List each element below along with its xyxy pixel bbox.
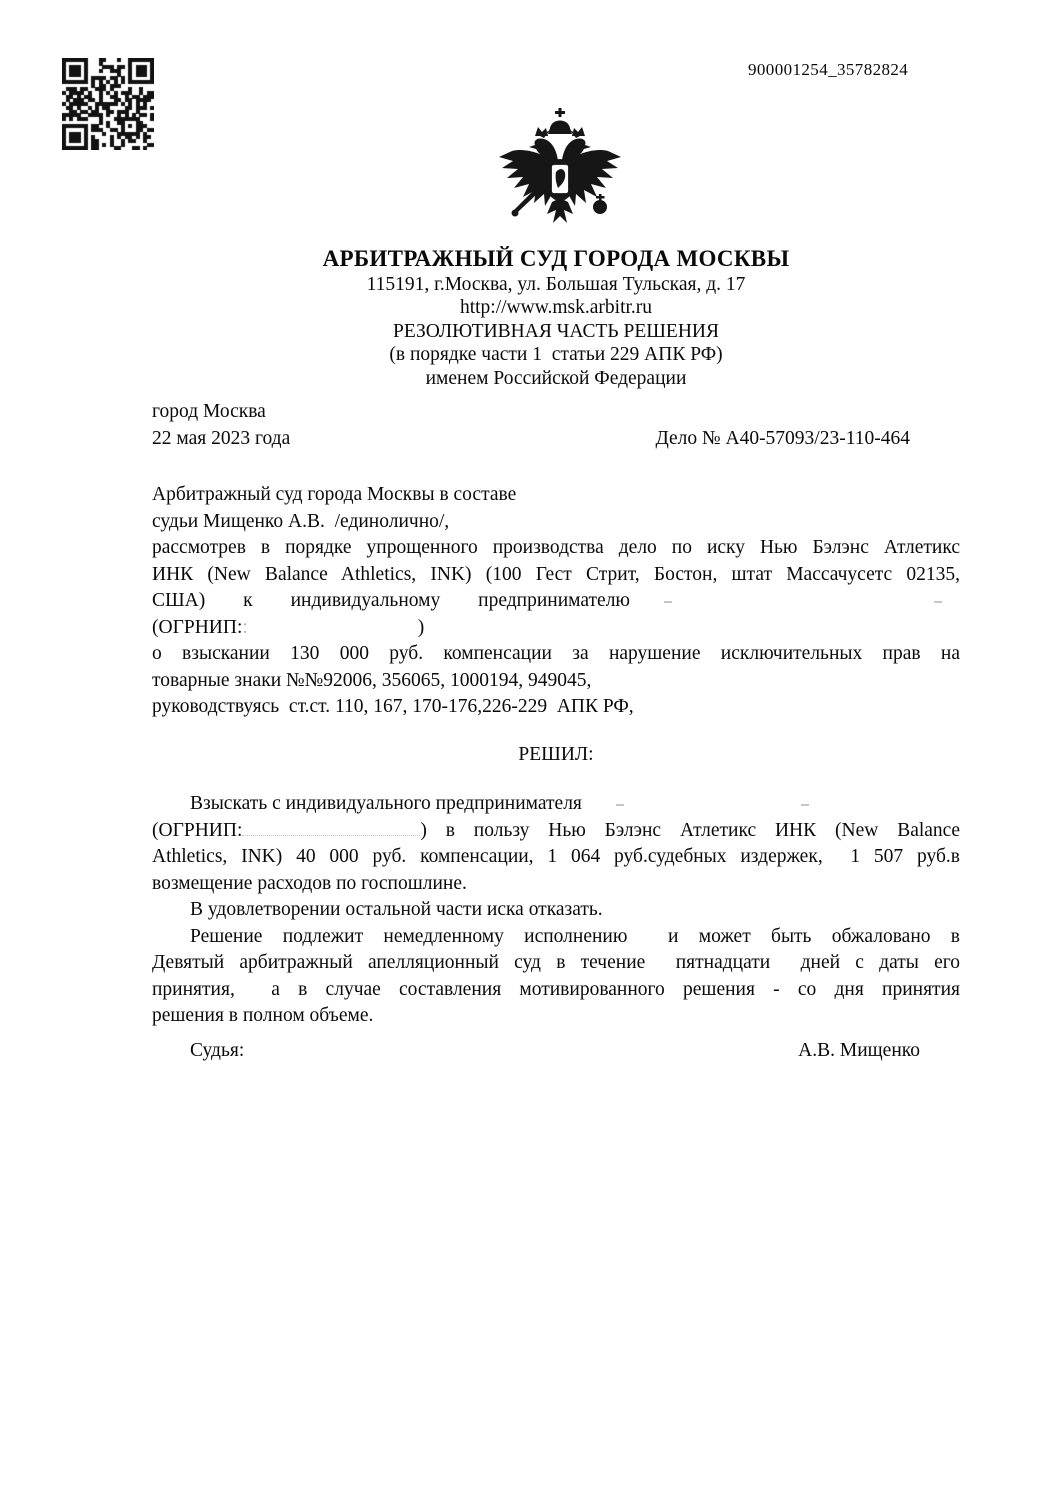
intro-line-claim1: рассмотрев в порядке упрощенного производства дело по иску Нью Бэлэнс Атлетикс — [152, 537, 960, 559]
redaction-mark — [801, 804, 809, 806]
city-line: город Москва — [152, 401, 266, 423]
document-body — [152, 244, 960, 1064]
signature-row — [152, 1038, 960, 1065]
res-line-appeal4: решения в полном объеме. — [152, 1005, 374, 1027]
res-line-ogrnip — [152, 818, 960, 845]
russia-coat-of-arms-icon — [494, 106, 626, 234]
court-name: АРБИТРАЖНЫЙ СУД ГОРОДА МОСКВЫ — [322, 246, 790, 271]
redaction-mark — [934, 601, 942, 603]
res-line-sums: Athletics, INK) 40 000 руб. компенсации, 1 064 руб.судебных издержек, 1 507 руб.в — [152, 846, 960, 868]
res-line-appeal2: Девятый арбитражный апелляционный суд в течение пятнадцати дней с даты его — [152, 952, 960, 974]
redaction-mark: : — [242, 616, 248, 638]
court-website: http://www.msk.arbitr.ru — [459, 297, 653, 319]
doc-type-note: (в порядке части 1 статьи 229 АПК РФ) — [389, 344, 723, 366]
qr-code-icon — [62, 58, 154, 150]
case-number: Дело № А40-57093/23-110-464 — [655, 427, 910, 449]
intro-line-ogrnip — [152, 615, 960, 642]
decision-date: 22 мая 2023 года — [152, 427, 291, 449]
defendant-text: США) к индивидуальному предпринимателю — [152, 590, 630, 612]
doc-type-title: РЕЗОЛЮТИВНАЯ ЧАСТЬ РЕШЕНИЯ — [393, 320, 719, 342]
in-name-of-line: именем Российской Федерации — [425, 367, 687, 389]
res-line-recover — [152, 791, 960, 818]
redaction-mark — [616, 804, 624, 806]
res-line-appeal1: Решение подлежит немедленному исполнению и может быть обжаловано в — [190, 925, 960, 947]
redacted-ogrnip-dotted — [242, 832, 420, 836]
judge-name: А.В. Мищенко — [798, 1039, 920, 1061]
ogrnip-label: (ОГРНИП: — [152, 819, 243, 841]
recover-text: Взыскать с индивидуального предпринимателя — [190, 793, 582, 815]
res-line-appeal3: принятия, а в случае составления мотивированного решения - со дня принятия — [152, 978, 960, 1000]
ogrnip-close: ) — [417, 616, 425, 638]
intro-line-claim2: ИНК (New Balance Athletics, INK) (100 Гест Стрит, Бостон, штат Массачусетс 02135, — [152, 563, 960, 585]
res-line-fee: возмещение расходов по госпошлине. — [152, 872, 467, 894]
redacted-ogrnip-value — [248, 631, 418, 633]
intro-line-amount: о взыскании 130 000 руб. компенсации за нарушение исключительных прав на — [152, 643, 960, 665]
ogrnip-label: (ОГРНИП: — [152, 616, 243, 638]
case-row — [152, 426, 960, 453]
redaction-mark — [664, 601, 672, 603]
judge-label: Судья: — [190, 1039, 245, 1061]
favor-text: ) в пользу Нью Бэлэнс Атлетикс ИНК (New Balance — [420, 819, 960, 841]
document-number: 900001254_35782824 — [748, 60, 909, 79]
redacted-defendant-name — [582, 807, 827, 809]
intro-line-judge: судьи Мищенко А.В. /единолично/, — [152, 510, 450, 532]
intro-line-trademarks: товарные знаки №№92006, 356065, 1000194, 949045, — [152, 669, 592, 691]
intro-line-articles: руководствуясь ст.ст. 110, 167, 170-176,226-229 АПК РФ, — [152, 696, 634, 718]
redacted-defendant-name — [630, 604, 960, 606]
intro-block — [152, 482, 960, 721]
resolution-heading: РЕШИЛ: — [518, 743, 594, 765]
intro-line-defendant — [152, 588, 960, 615]
res-line-deny: В удовлетворении остальной части иска отказать. — [190, 899, 603, 921]
resolution-block — [152, 791, 960, 1030]
intro-line-court: Арбитражный суд города Москвы в составе — [152, 484, 517, 506]
court-address: 115191, г.Москва, ул. Большая Тульская, д. 17 — [366, 274, 746, 295]
